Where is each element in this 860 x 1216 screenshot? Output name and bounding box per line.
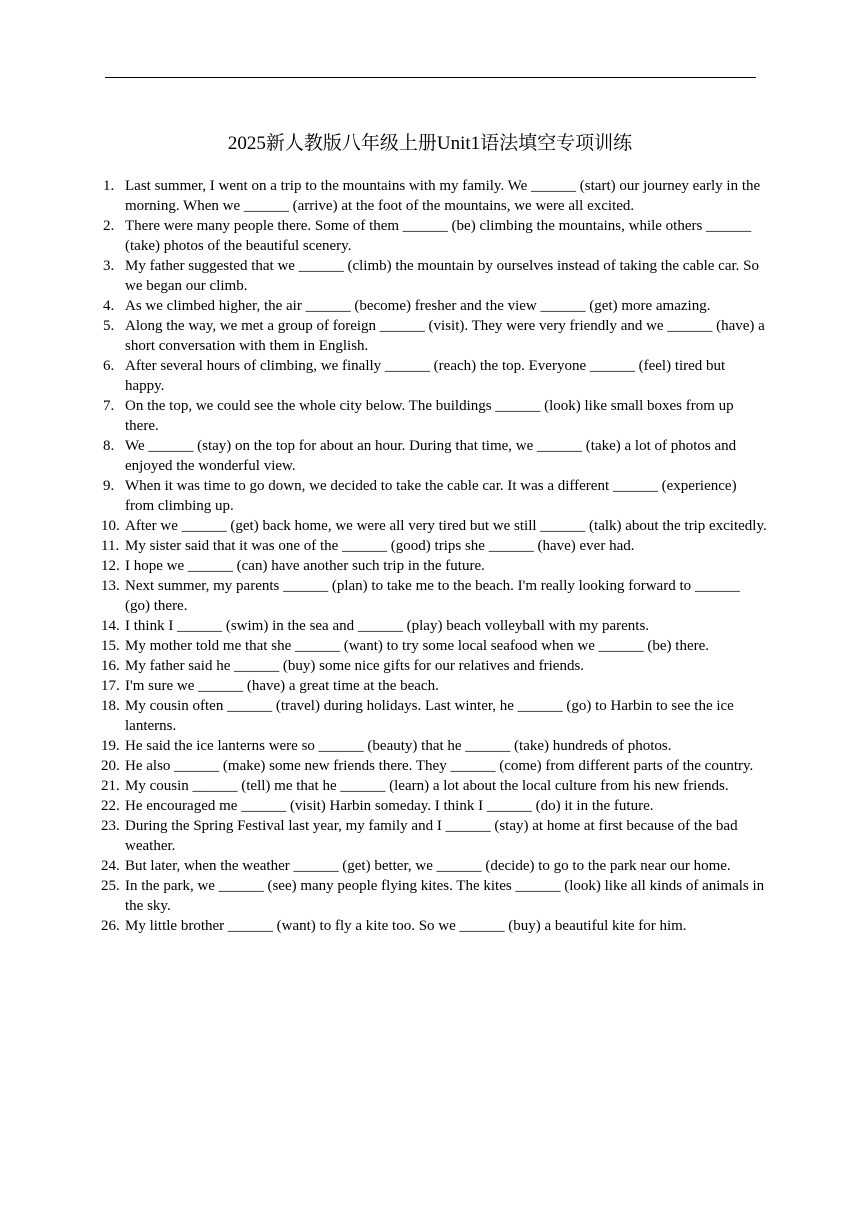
- question-text: Next summer, my parents ______ (plan) to take me to the beach. I'm really looking forward to ______ (go) there.: [125, 578, 740, 614]
- question-text: Last summer, I went on a trip to the mountains with my family. We ______ (start) our journey early in the morning. When we ______ (arrive) at the foot of the mountains, we were all excited.: [125, 178, 761, 214]
- question-number: 24.: [101, 858, 120, 874]
- question-number: 4.: [103, 298, 115, 314]
- question-item: [103, 796, 768, 816]
- question-item: [103, 776, 768, 796]
- question-item: [103, 736, 768, 756]
- question-item: [103, 696, 768, 736]
- question-item: [103, 656, 768, 676]
- question-number: 16.: [101, 658, 120, 674]
- question-number: 12.: [101, 558, 120, 574]
- question-number: 20.: [101, 758, 120, 774]
- question-number: 25.: [101, 878, 120, 894]
- question-number: 6.: [103, 358, 115, 374]
- question-number: 22.: [101, 798, 120, 814]
- question-item: [103, 316, 768, 356]
- question-text: After several hours of climbing, we finally ______ (reach) the top. Everyone ______ (feel) tired but happy.: [125, 358, 726, 394]
- question-item: [103, 216, 768, 256]
- question-text: I hope we ______ (can) have another such trip in the future.: [125, 558, 485, 574]
- question-text: Along the way, we met a group of foreign ______ (visit). They were very friendly and we ______ (have) a short conversation with them in English.: [125, 318, 765, 354]
- question-item: [103, 396, 768, 436]
- question-number: 10.: [101, 518, 120, 534]
- question-list: [103, 176, 768, 936]
- question-text: When it was time to go down, we decided to take the cable car. It was a different ______ (experience) from climbing up.: [125, 478, 737, 514]
- question-text: He encouraged me ______ (visit) Harbin someday. I think I ______ (do) it in the future.: [125, 798, 654, 814]
- question-text: In the park, we ______ (see) many people flying kites. The kites ______ (look) like all kinds of animals in the sky.: [125, 878, 765, 914]
- question-text: My cousin ______ (tell) me that he ______ (learn) a lot about the local culture from his new friends.: [125, 778, 729, 794]
- question-number: 13.: [101, 578, 120, 594]
- question-text: I'm sure we ______ (have) a great time at the beach.: [125, 678, 439, 694]
- question-item: [103, 636, 768, 656]
- question-number: 1.: [103, 178, 115, 194]
- question-number: 18.: [101, 698, 120, 714]
- question-number: 9.: [103, 478, 115, 494]
- question-item: [103, 676, 768, 696]
- question-item: [103, 476, 768, 516]
- question-text: But later, when the weather ______ (get) better, we ______ (decide) to go to the park near our home.: [125, 858, 731, 874]
- question-number: 14.: [101, 618, 120, 634]
- document-title: 2025新人教版八年级上册Unit1语法填空专项训练: [227, 133, 633, 154]
- question-item: [103, 856, 768, 876]
- question-item: [103, 356, 768, 396]
- question-text: On the top, we could see the whole city below. The buildings ______ (look) like small boxes from up there.: [125, 398, 734, 434]
- question-number: 21.: [101, 778, 120, 794]
- question-number: 2.: [103, 218, 115, 234]
- question-number: 23.: [101, 818, 120, 834]
- question-text: He said the ice lanterns were so ______ (beauty) that he ______ (take) hundreds of photos.: [125, 738, 672, 754]
- question-number: 3.: [103, 258, 115, 274]
- question-item: [103, 616, 768, 636]
- question-item: [103, 516, 768, 536]
- question-text: As we climbed higher, the air ______ (become) fresher and the view ______ (get) more amazing.: [125, 298, 711, 314]
- question-item: [103, 756, 768, 776]
- question-number: 26.: [101, 918, 120, 934]
- question-number: 17.: [101, 678, 120, 694]
- question-item: [103, 436, 768, 476]
- question-number: 19.: [101, 738, 120, 754]
- question-item: [103, 256, 768, 296]
- question-text: He also ______ (make) some new friends there. They ______ (come) from different parts of the country.: [125, 758, 754, 774]
- question-item: [103, 576, 768, 616]
- question-number: 11.: [101, 538, 120, 554]
- question-item: [103, 296, 768, 316]
- question-item: [103, 916, 768, 936]
- header-rule: [105, 77, 756, 78]
- question-text: I think I ______ (swim) in the sea and ______ (play) beach volleyball with my parents.: [125, 618, 650, 634]
- question-text: My cousin often ______ (travel) during holidays. Last winter, he ______ (go) to Harbin to see the ice lanterns.: [125, 698, 734, 734]
- question-text: During the Spring Festival last year, my family and I ______ (stay) at home at first because of the bad weather.: [125, 818, 738, 854]
- question-number: 15.: [101, 638, 120, 654]
- question-text: After we ______ (get) back home, we were all very tired but we still ______ (talk) about the trip excitedly.: [125, 518, 767, 534]
- question-item: [103, 536, 768, 556]
- question-text: We ______ (stay) on the top for about an hour. During that time, we ______ (take) a lot of photos and enjoyed the wonderful view.: [125, 438, 737, 474]
- question-item: [103, 176, 768, 216]
- question-text: My father said he ______ (buy) some nice gifts for our relatives and friends.: [125, 658, 585, 674]
- question-text: My father suggested that we ______ (climb) the mountain by ourselves instead of taking the cable car. So we began our climb.: [125, 258, 760, 294]
- question-number: 5.: [103, 318, 115, 334]
- question-text: My mother told me that she ______ (want) to try some local seafood when we ______ (be) there.: [125, 638, 710, 654]
- question-text: There were many people there. Some of them ______ (be) climbing the mountains, while others ______ (take) photos of the beautiful scenery.: [125, 218, 752, 254]
- question-number: 8.: [103, 438, 115, 454]
- question-text: My little brother ______ (want) to fly a kite too. So we ______ (buy) a beautiful kite for him.: [125, 918, 687, 934]
- question-item: [103, 816, 768, 856]
- question-item: [103, 876, 768, 916]
- question-item: [103, 556, 768, 576]
- question-number: 7.: [103, 398, 115, 414]
- question-text: My sister said that it was one of the ______ (good) trips she ______ (have) ever had.: [125, 538, 635, 554]
